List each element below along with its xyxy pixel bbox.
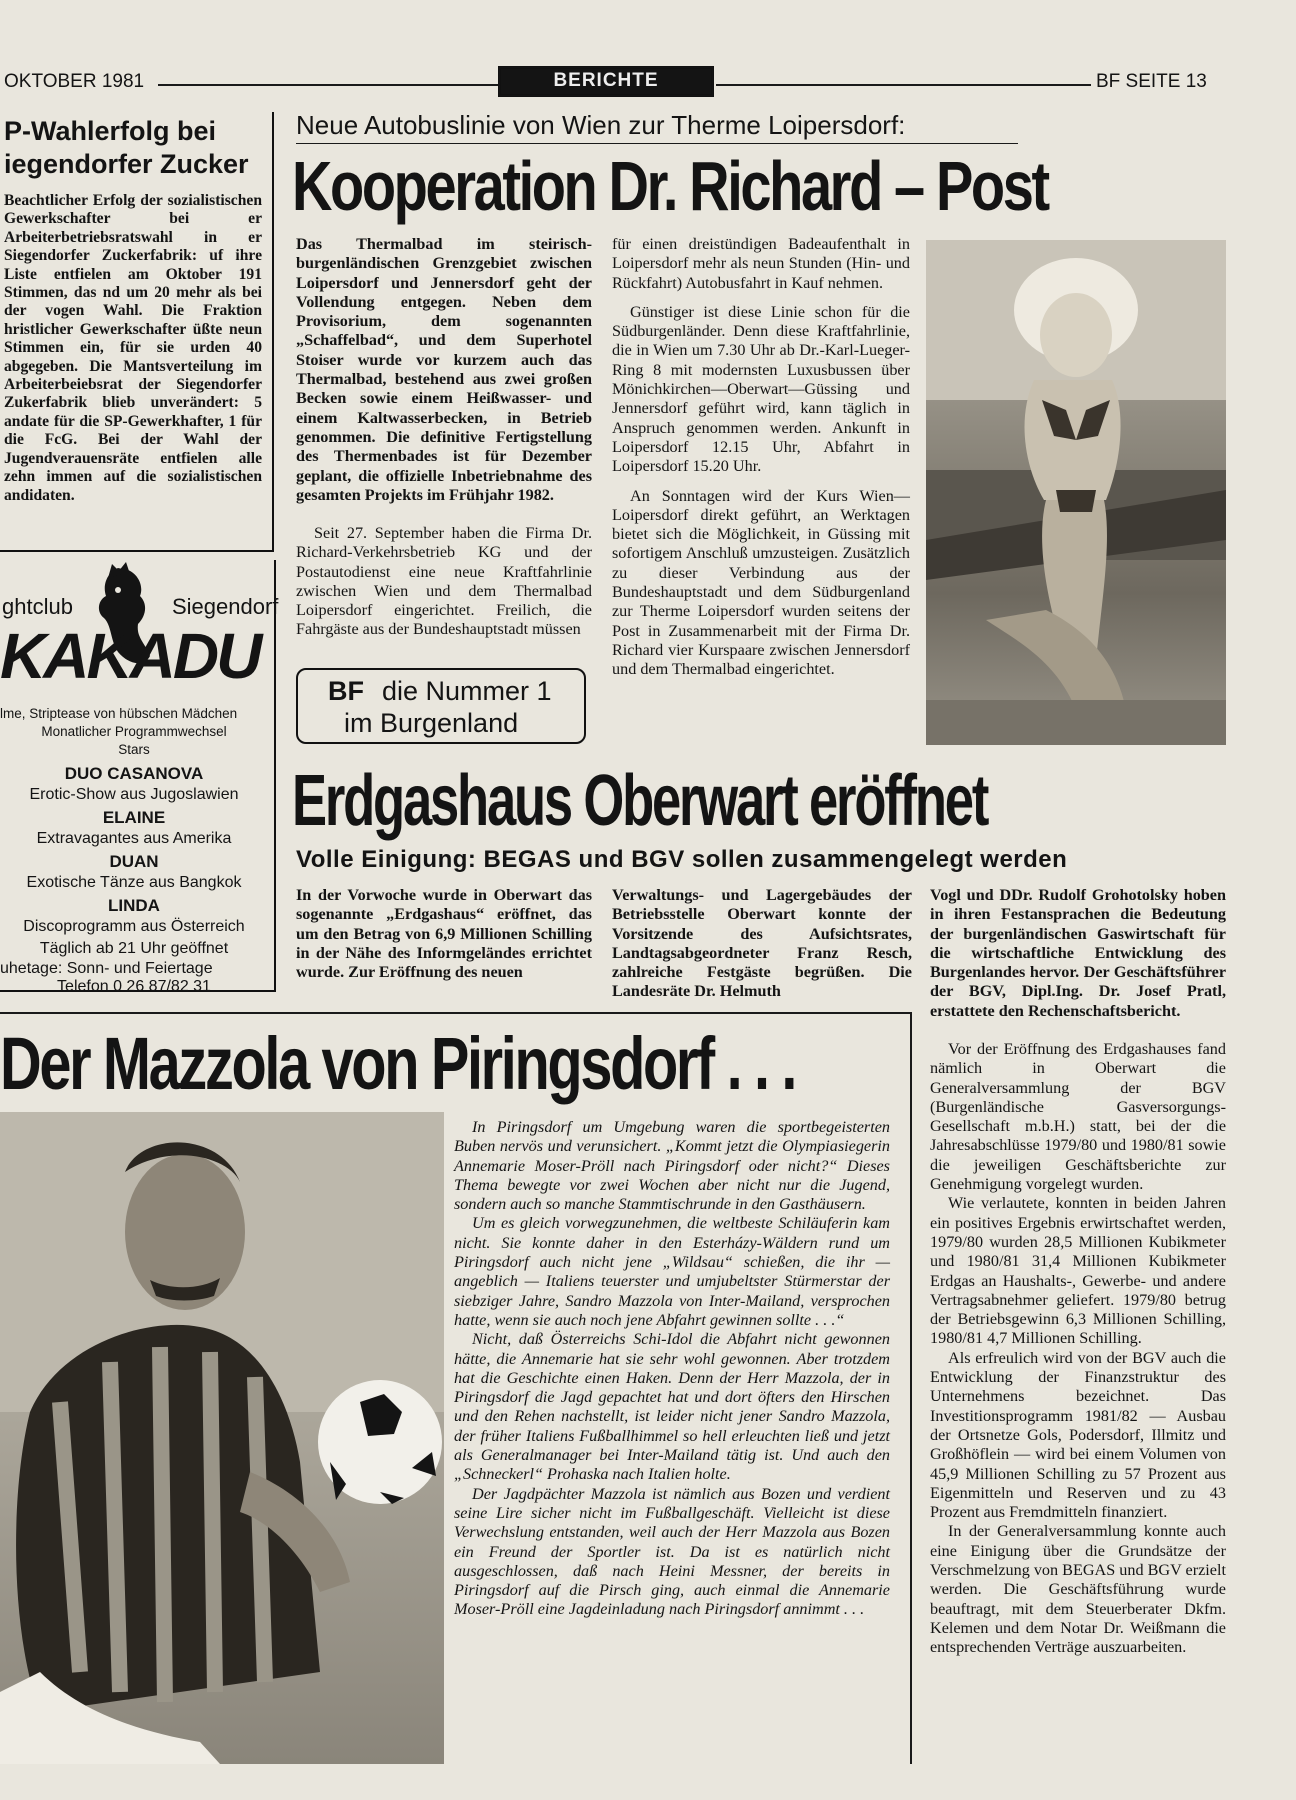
article3-text [454,1118,890,1620]
article1-col2-p2: Günstiger ist diese Linie schon für die Südburgenländer. Denn diese Kraftfahrlinie, die in Wien um 7.30 Uhr ab Dr.-Karl-Lueger-Ring 8 mit modernsten Luxusbussen über Mönichkirchen—Oberwart—Güssing und Jennersdorf geführt wird, kann täglich in Anspruch genommen werden. Ankunft in Loipersdorf 12.15 Uhr, Abfahrt in Loipersdorf 15.20 Uhr. [612,302,910,476]
article1-col2-p3: An Sonntagen wird der Kurs Wien—Loipersdorf direkt geführt, an Werktagen bietet sich die Möglichkeit, in Güssing mit sofortigem Anschluß umzusteigen. Zusätzlich zu dieser Verbindung aus der Bundeshauptstadt und dem Südburgenland zur Therme Loipersdorf wurden seitens der Post in Zusammenarbeit mit der Firma Dr. Richard vier Kurspaare zwischen Jennersdorf und dem Thermalbad eingerichtet. [612,486,910,679]
ad-line1: lme, Striptease von hübschen Mädchen [0,706,238,721]
nightclub-ad [0,560,279,995]
promo-brand: BF [328,676,364,706]
article2-body-p1: Vor der Eröffnung des Erdgashauses fand nämlich in Oberwart die Generalversammlung der BGV (Burgenländische Gasversorgungs-Gesellschaft m.b.H.) statt, bei der die Jahresabschlüsse 1979/80 und 1980/81 sowie die jeweiligen Geschäftsberichte zur Genehmigung vorgelegt wurden. [930,1040,1226,1194]
article3-p1: In Piringsdorf um Umgebung waren die sportbegeisterten Buben nervös und verunsichert. „Kommt jetzt die Olympiasiegerin Annemarie Moser-Pröll nach Piringsdorf oder nicht?“ Dieses Thema bewegte vor zwei Wochen aber nicht nur die Jugend, sondern auch so manche Stammtischrunde in den Gasthäusern. [454,1118,890,1214]
article1-headline: Kooperation Dr. Richard – Post [292,147,1048,225]
article2-body-p4: In der Generalversammlung konnte auch eine Einigung über die Grundsätze der Verschmelzung von BEGAS und BGV erzielt werden. Die Geschäftsführung wurde beauftragt, mit dem Steuerberater Dkfm. Kelemen und dem Notar Dr. Weißmann die entsprechenden Verträge auszuarbeiten. [930,1522,1226,1657]
soccer-player-photo [0,1112,444,1764]
ad-line2: Monatlicher Programmwechsel [41,724,227,739]
ad-phone: Telefon 0 26 87/82 31 [57,978,211,995]
article1-col2 [612,235,910,680]
promo-line2: im Burgenland [344,708,519,738]
section-label: BERICHTE [498,66,714,97]
ad-act2-desc: Extravagantes aus Amerika [36,830,232,847]
ad-line3: Stars [118,742,150,757]
article2-headline: Erdgashaus Oberwart eröffnet [292,761,988,841]
ad-act2-name: ELAINE [102,808,166,827]
article3-p3: Nicht, daß Österreichs Schi-Idol die Abfahrt nicht gewonnen hätte, die Annemarie hat sie sehr wohl gewonnen. Aber trotzdem hat die Geschichte einen Haken. Denn der Herr Mazzola, der in Piringsdorf die Jagd gepachtet hat und dort öfters den Hirschen und den Rehen nachstellt, ist leider nicht jener Sandro Mazzola, der früher Italiens Fußballhimmel so hell erleuchten ließ und jetzt als Generalmanager bei Inter-Mailand tätig ist. Und auch den „Schneckerl“ Prohaska nach Italien holte. [454,1330,890,1484]
header-page-number: BF SEITE 13 [1096,71,1207,92]
header-rule-left [158,84,498,86]
article3-p2: Um es gleich vorwegzunehmen, die weltbeste Schiläuferin kam nicht. Sie konnte daher in den Esterházy-Wäldern rund um Piringsdorf auch nicht jene „Wildsau“ schießen, die ihr — angeblich — Italiens teuerster und umjubeltster Stürmerstar der siebziger Jahre, Sandro Mazzola von Inter-Mailand, versprochen hatte, wenn sie auch noch jene Abfahrt gewinnen sollte . . .“ [454,1214,890,1329]
article1-col1 [296,235,592,505]
ad-act4-desc: Discoprogramm aus Österreich [23,918,245,935]
mazzola-box-top [0,1012,910,1014]
sidebar-title-line1: P-Wahlerfolg bei [4,116,217,146]
photo-player [0,1112,444,1764]
sidebar-title-line2: iegendorfer Zucker [4,149,249,179]
article3-p4: Der Jagdpächter Mazzola ist nämlich aus Bozen und verdient seine Lire sicher nicht im Fußballgeschäft. Vielleicht ist diese Verwechslung entstanden, weil auch der Herr Mazzola aus Bozen ein Freund der Sportler ist. Da ist es natürlich nicht ausgeschlossen, daß nach Heini Messner, der bereits in Piringsdorf auf die Pirsch ging, auch einmal die Annemarie Moser-Pröll eine Jagdeinladung nach Piringsdorf annimmt . . . [454,1484,890,1619]
article2-body-p3: Als erfreulich wird von der BGV auch die Entwicklung der Finanzstruktur des Unternehmens bezeichnet. Das Investitionsprogramm 1981/82 — Ausbau der Ortsnetze Gols, Podersdorf, Illmitz und Großhöflein — wird bei einem Volumen von 45,9 Millionen Schilling zu 57 Prozent aus Eigenmitteln und Reserven und zu 43 Prozent aus Fremdmitteln finanziert. [930,1348,1226,1522]
header-date: OKTOBER 1981 [4,71,145,92]
article3-headline: Der Mazzola von Piringsdorf . . . [0,1022,796,1105]
sidebar-news-box [0,112,274,552]
ad-club-right: Siegendorf [172,594,279,619]
article2-lead-col2: Verwaltungs- und Lagergebäudes der Betriebsstelle Oberwart konnte der Vorsitzende des Aufsichtsrates, Landtagsabgeordneter Franz Resch, zahlreiche Festgäste begrüßen. Die Landesräte Dr. Helmuth [612,886,912,1001]
article1-col2-p1: für einen dreistündigen Badeaufenthalt in Loipersdorf mehr als neun Stunden (Hin- und Rückfahrt) Autobusfahrt in Kauf nehmen. [612,235,910,292]
bathing-woman-photo [926,240,1226,745]
ad-act3-name: DUAN [109,852,159,871]
ad-act1-desc: Erotic-Show aus Jugoslawien [29,786,239,803]
article2-body [930,1040,1226,1658]
ad-rest-days: uhetage: Sonn- und Feiertage [0,960,213,977]
article2-lead-col3: Vogl und DDr. Rudolf Grohotolsky hoben in ihren Festansprachen die Bedeutung der burgenländischen Gaswirtschaft für die wirtschaftliche Entwicklung des Burgenlandes hervor. Der Geschäftsführer der BGV, Dipl.Ing. Dr. Josef Pratl, erstattete den Rechenschaftsbericht. [930,886,1226,1020]
ad-act1-name: DUO CASANOVA [64,764,204,783]
header-rule-right [716,84,1091,86]
kicker-underline [296,143,1018,144]
ad-act3-desc: Exotische Tänze aus Bangkok [26,874,242,891]
article2-subhead: Volle Einigung: BEGAS und BGV sollen zusammengelegt werden [296,846,1068,873]
promo-line1: die Nummer 1 [382,676,552,706]
article1-col1b [296,524,592,640]
photo-figure [926,240,1226,745]
sidebar-text: Beachtlicher Erfolg der sozialistischen Gewerkschafter bei er Arbeiterbetriebsratswahl in er Siegendorfer Zuckerfabrik: uf ihre Liste entfielen am Oktober 191 Stimmen, das nd um 20 mehr als bei der vogen Wahl. Die Fraktion hristlicher Gewerkschafter üßte neun Stimmen ein, für sie urden 40 abgegeben. Die Mantsverteilung im Arbeiterbeiebsrat der Siegendorfer Zukerfabrik blieb unverändert: 5 andate für die SP-Gewerkhafter, 1 für die FcG. Bei der Wahl der Jugendverauensräte entfielen alle zehn immen auf die sozialistischen andidaten. [4,192,262,504]
ad-club-left: ghtclub [2,594,73,619]
ad-hours: Täglich ab 21 Uhr geöffnet [39,940,229,957]
article1-kicker: Neue Autobuslinie von Wien zur Therme Loipersdorf: [296,110,906,140]
article1-col1-p2: Seit 27. September haben die Firma Dr. Richard-Verkehrsbetrieb KG und der Postautodienst eine neue Kraftfahrlinie zwischen Wien und dem Thermalbad Loipersdorf eingerichtet. Freilich, die Fahrgäste aus der Bundeshauptstadt müssen [296,524,592,639]
article2-body-p2: Wie verlautete, konnten in beiden Jahren ein positives Ergebnis erwirtschaftet werden, 1979/80 wurden 28,5 Millionen Kubikmeter und 1980/81 31,4 Millionen Kubikmeter Erdgas an Haushalts-, Gewerbe- und andere Vertragsabnehmer geliefert. 1979/80 betrug der Betriebsgewinn 6,3 Millionen Schilling, 1980/81 4,7 Millionen Schilling. [930,1194,1226,1348]
article1-col1-p1: Das Thermalbad im steirisch-burgenländischen Grenzgebiet zwischen Loipersdorf und Jennersdorf geht der Vollendung entgegen. Neben dem Provisorium, dem sogenannten „Schaffelbad“, und dem Superhotel Stoiser wurde vor kurzem auch das Thermalbad, bestehend aus zwei großen Becken sowie einem Heißwasser- und einem Kaltwasserbecken, in Betrieb genommen. Die definitive Fertigstellung des Thermenbades ist für Dezember geplant, die offizielle Inbetriebnahme des gesamten Projekts im Frühjahr 1982. [296,235,592,504]
ad-logo-text: KAKADU [0,620,260,692]
promo-box [296,668,586,744]
mazzola-box-right [910,1012,912,1764]
ad-act4-name: LINDA [108,896,160,915]
article2-lead-col1: In der Vorwoche wurde in Oberwart das sogenannte „Erdgashaus“ eröffnet, das um den Betrag von 6,9 Millionen Schilling in der Nähe des Informgeländes errichtet wurde. Zur Eröffnung des neuen [296,886,592,982]
